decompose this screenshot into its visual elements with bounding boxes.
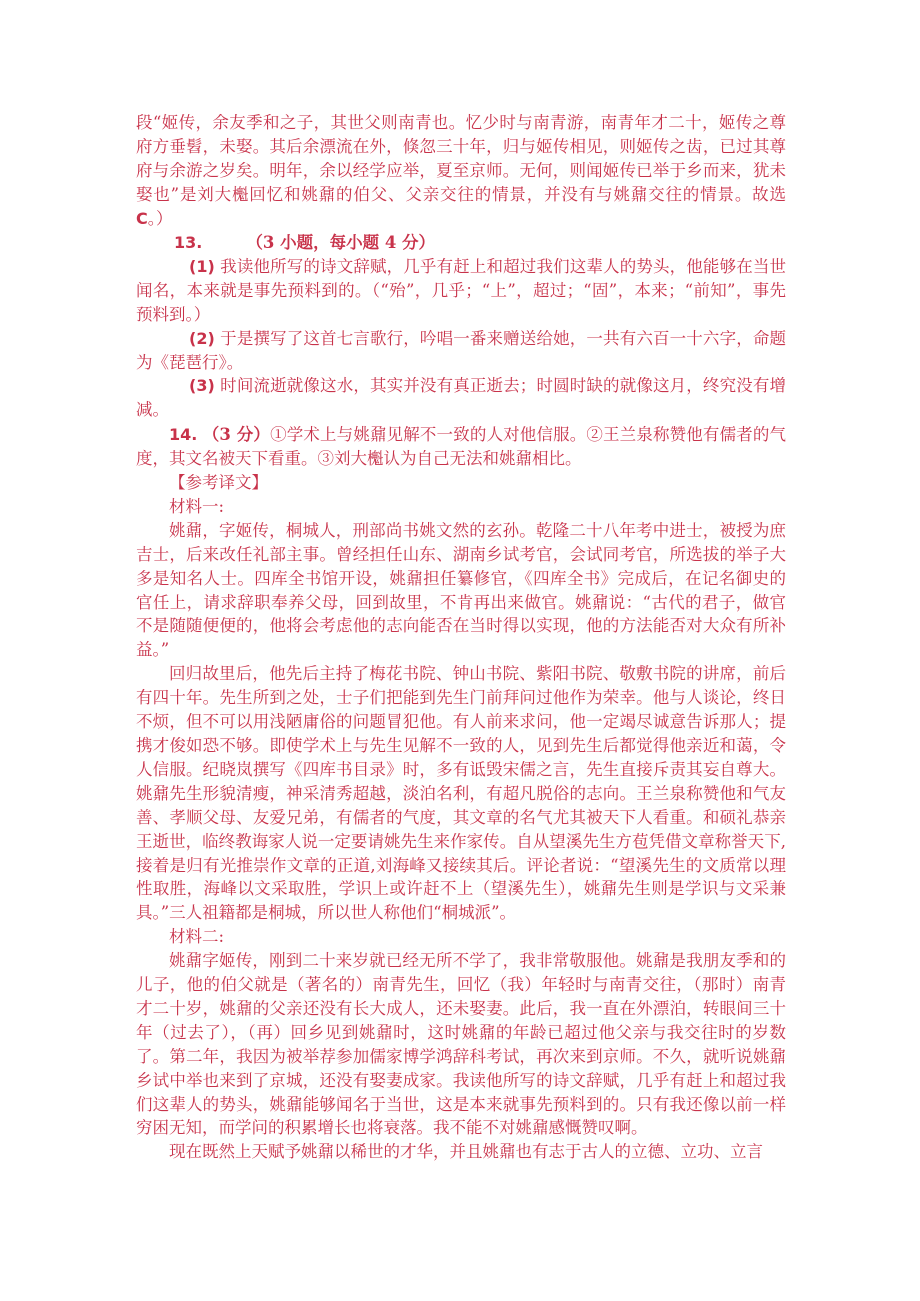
question-13 <box>136 231 786 422</box>
q13-number: 13. <box>174 233 203 252</box>
q13-item-2-num: (2) <box>189 328 215 348</box>
intro-choice: C <box>136 208 148 228</box>
q14-paragraph <box>136 423 786 471</box>
q13-item-2 <box>136 327 786 375</box>
material2-paragraph-2: 现在既然上天赋予姚鼐以稀世的才华，并且姚鼐也有志于古人的立德、立功、立言 <box>169 1142 763 1162</box>
material2-paragraph-1: 姚鼐字姬传，刚到二十来岁就已经无所不学了，我非常敬服他。姚鼐是我朋友季和的儿子，他的伯父就是（著名的）南青先生，回忆（我）年轻时与南青交往，（那时）南青才二十岁，姚鼐的父亲还没有长大成人，还未娶妻。此后，我一直在外漂泊，转眼间三十年（过去了），（再）回乡见到姚鼐时，这时姚鼐的年龄已超过他父亲与我交往时的岁数了。第二年，我因为被举荐参加儒家博学鸿辞科考试，再次来到京师。不久，就听说姚鼐乡试中举也来到了京城，还没有娶妻成家。我读他所写的诗文辞赋，几乎有赶上和超过我们这辈人的势头，姚鼐能够闻名于当世，这是本来就事先预料到的。只有我还像以前一样穷困无知，而学问的积累增长也将衰落。我不能不对姚鼐感慨赞叹啊。 <box>136 951 786 1138</box>
material1-paragraph-1: 姚鼐，字姬传，桐城人，刑部尚书姚文然的玄孙。乾隆二十八年考中进士，被授为庶吉士，后来改任礼部主事。曾经担任山东、湖南乡试考官，会试同考官，所选拔的举子大多是知名人士。四库全书馆开设，姚鼐担任纂修官，《四库全书》完成后，在记名御史的官任上，请求辞职奉养父母，回到故里，不肯再出来做官。姚鼐说：“古代的君子，做官不是随随便便的，他将会考虑他的志向能否在当时得以实现，他的方法能否对大众有所补益。” <box>136 520 786 660</box>
material2-label: 材料二: <box>169 927 225 947</box>
q13-item-1 <box>136 255 786 327</box>
q13-item-3 <box>136 374 786 422</box>
reference-translation <box>136 471 786 1164</box>
material1-paragraph-2: 回归故里后，他先后主持了梅花书院、钟山书院、紫阳书院、敬敷书院的讲席，前后有四十年。先生所到之处，士子们把能到先生门前拜问过他作为荣幸。他与人谈论，终日不烦，但不可以用浅陋庸俗的问题冒犯他。有人前来求问，他一定竭尽诚意告诉那人；提携才俊如恐不够。即使学术上与先生见解不一致的人，见到先生后都觉得他亲近和蔼，令人信服。纪晓岚撰写《四库书目录》时，多有诋毁宋儒之言，先生直接斥责其妄自尊大。姚鼐先生形貌清瘦，神采清秀超越，淡泊名利，有超凡脱俗的志向。王兰泉称赞他和气友善、孝顺父母、友爱兄弟，有儒者的气度，其文章的名气尤其被天下人看重。和硕礼恭亲王逝世，临终教诲家人说一定要请姚先生来作家传。自从望溪先生方苞凭借文章称誉天下,接着是归有光推崇作文章的正道,刘海峰又接续其后。评论者说：“望溪先生的文质常以理性取胜，海峰以文采取胜，学识上或许赶不上（望溪先生），姚鼐先生则是学识与文采兼具。”三人祖籍都是桐城，所以世人称他们“桐城派”。 <box>136 664 786 923</box>
intro-tail: 。） <box>147 208 173 228</box>
translation-heading: 【参考译文】 <box>169 473 268 492</box>
q13-item-1-text: 我读他所写的诗文辞赋，几乎有赶上和超过我们这辈人的势头，他能够在当世闻名，本来就是事先预料到的。（“殆”，几乎；“上”，超过；“固”，本来；“前知”，事先预料到。） <box>136 256 787 324</box>
q13-item-3-text: 时间流逝就像这水，其实并没有真正逝去；时圆时缺的就像这月，终究没有增减。 <box>136 376 787 420</box>
question-14 <box>136 423 786 471</box>
q14-score: （3 分） <box>202 425 271 444</box>
answer-explanation-intro <box>136 111 786 231</box>
intro-paragraph <box>136 111 786 231</box>
intro-text: 段“姬传，余友季和之子，其世父则南青也。忆少时与南青游，南青年才二十，姬传之尊府方垂髫，未娶。其后余漂流在外，倏忽三十年，归与姬传相见，则姬传之齿，已过其尊府与余游之岁矣。明年，余以经学应举，夏至京师。无何，则闻姬传已举于乡而来，犹未娶也”是刘大櫆回忆和姚鼐的伯父、父亲交往的情景，并没有与姚鼐交往的情景。故选 <box>136 113 786 204</box>
q13-header: （3 小题，每小题 4 分） <box>246 233 436 252</box>
q13-item-2-text: 于是撰写了这首七言歌行，吟唱一番来赠送给她，一共有六百一十六字，命题为《琵琶行》。 <box>136 328 787 372</box>
q14-text: ①学术上与姚鼐见解不一致的人对他信服。②王兰泉称赞他有儒者的气度，其文名被天下看重。③刘大櫆认为自己无法和姚鼐相比。 <box>136 425 787 468</box>
q14-number: 14. <box>169 425 198 444</box>
material1-label: 材料一: <box>169 496 225 516</box>
q13-header-line <box>136 231 786 255</box>
q13-item-3-num: (3) <box>189 376 215 396</box>
q13-item-1-num: (1) <box>189 256 215 276</box>
